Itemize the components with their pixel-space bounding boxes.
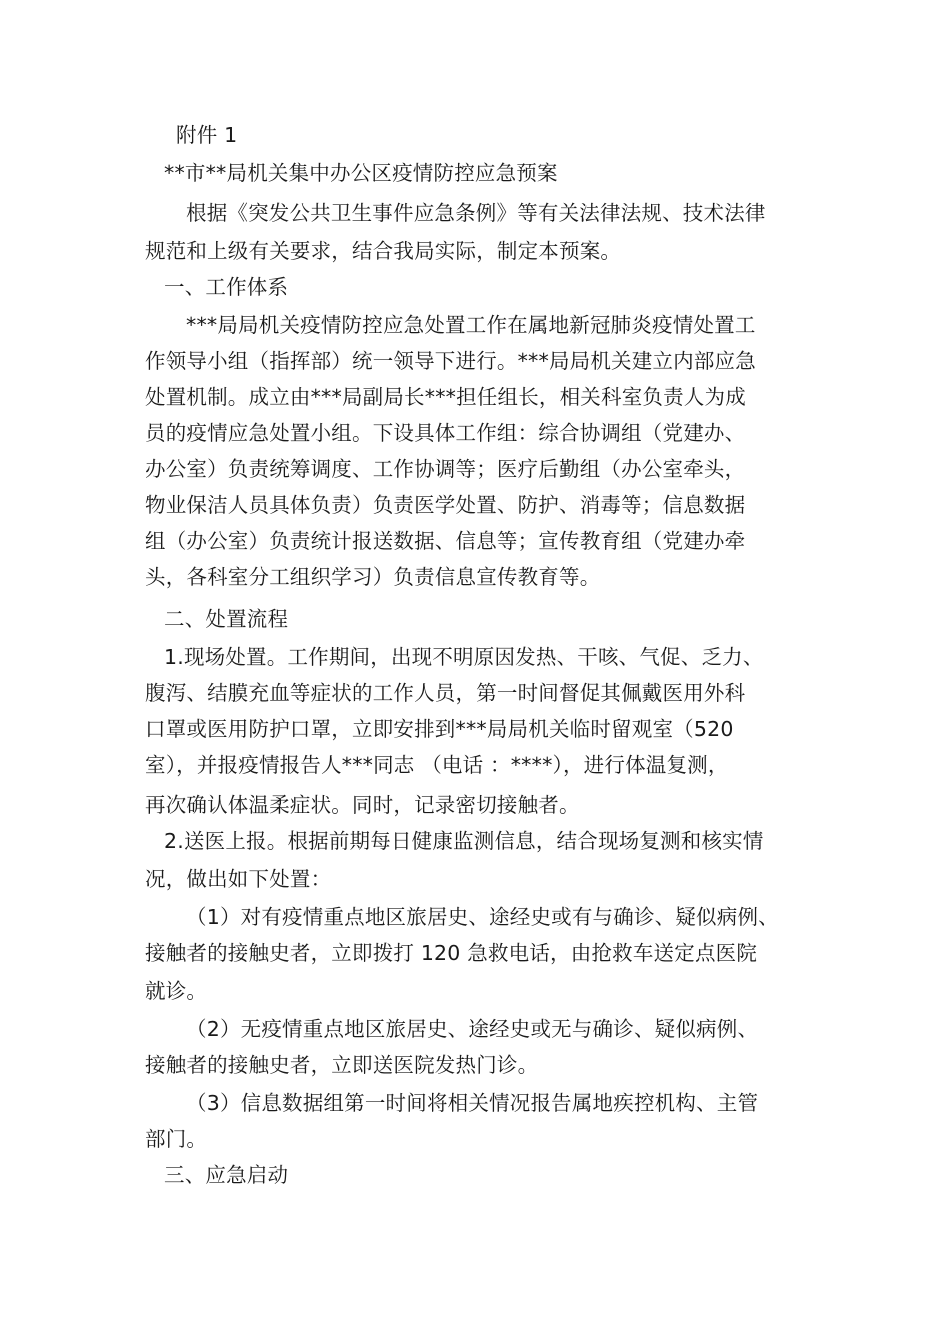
paragraph-line: 处置机制。成立由***局副局长***担任组长，相关科室负责人为成 <box>145 385 746 409</box>
paragraph-line: 员的疫情应急处置小组。下设具体工作组：综合协调组（党建办、 <box>145 421 746 445</box>
paragraph-line: 口罩或医用防护口罩，立即安排到***局局机关临时留观室（520 <box>145 717 734 741</box>
paragraph-line: 头，各科室分工组织学习）负责信息宣传教育等。 <box>145 565 601 589</box>
paragraph-line: 1.现场处置。工作期间，出现不明原因发热、干咳、气促、乏力、 <box>164 645 764 669</box>
list-item-line: 接触者的接触史者，立即送医院发热门诊。 <box>145 1053 539 1077</box>
list-item-line: （1）对有疫情重点地区旅居史、途经史或有与确诊、疑似病例、 <box>186 905 779 929</box>
paragraph-line: 腹泻、结膜充血等症状的工作人员，第一时间督促其佩戴医用外科 <box>145 681 746 705</box>
list-item-line: （3）信息数据组第一时间将相关情况报告属地疾控机构、主管 <box>186 1091 759 1115</box>
document-title: **市**局机关集中办公区疫情防控应急预案 <box>164 161 558 185</box>
paragraph-line: ***局局机关疫情防控应急处置工作在属地新冠肺炎疫情处置工 <box>186 313 756 337</box>
attachment-label: 附件 1 <box>176 123 238 147</box>
paragraph-line: 再次确认体温柔症状。同时，记录密切接触者。 <box>145 793 580 817</box>
section-heading: 一、工作体系 <box>164 275 289 299</box>
paragraph-line: 况，做出如下处置： <box>145 867 332 891</box>
paragraph-line: 物业保洁人员具体负责）负责医学处置、防护、消毒等；信息数据 <box>145 493 746 517</box>
paragraph-line: 组（办公室）负责统计报送数据、信息等；宣传教育组（党建办牵 <box>145 529 746 553</box>
paragraph-line: 办公室）负责统筹调度、工作协调等；医疗后勤组（办公室牵头， <box>145 457 746 481</box>
paragraph-line: 作领导小组（指挥部）统一领导下进行。***局局机关建立内部应急 <box>145 349 756 373</box>
section-heading: 二、处置流程 <box>164 607 289 631</box>
section-heading: 三、应急启动 <box>164 1163 289 1187</box>
paragraph-line: 室），并报疫情报告人***同志 （电话 ：****），进行体温复测， <box>145 753 729 777</box>
paragraph-line: 规范和上级有关要求，结合我局实际，制定本预案。 <box>145 239 622 263</box>
list-item-line: 接触者的接触史者，立即拨打 120 急救电话，由抢救车送定点医院 <box>145 941 758 965</box>
list-item-line: 就诊。 <box>145 979 208 1003</box>
paragraph-line: 根据《突发公共卫生事件应急条例》等有关法律法规、技术法律 <box>186 201 766 225</box>
list-item-line: （2）无疫情重点地区旅居史、途经史或无与确诊、疑似病例、 <box>186 1017 759 1041</box>
list-item-line: 部门。 <box>145 1127 208 1151</box>
paragraph-line: 2.送医上报。根据前期每日健康监测信息，结合现场复测和核实情 <box>164 829 764 853</box>
